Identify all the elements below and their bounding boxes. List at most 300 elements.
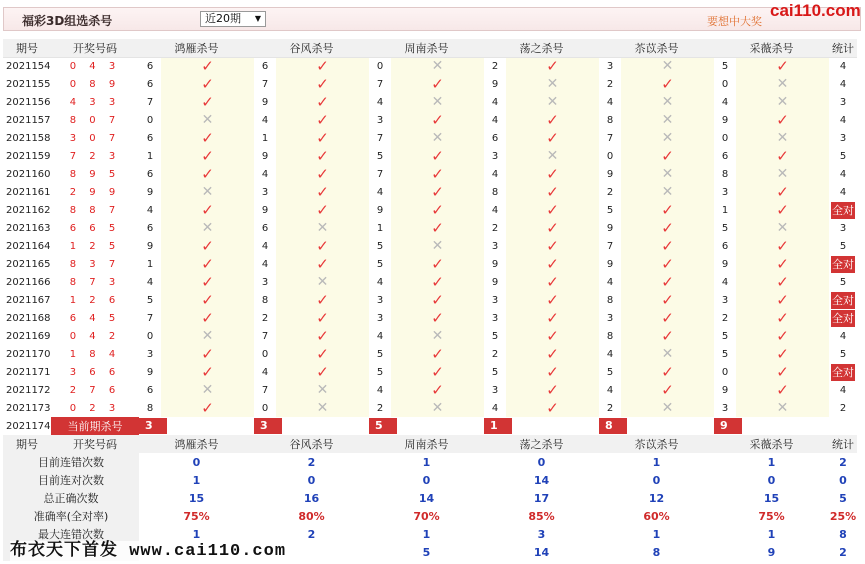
- draw-numbers: 8 0 7: [69, 114, 121, 126]
- kill-digit: 3: [491, 240, 499, 252]
- check-icon: ✓: [431, 201, 444, 219]
- row-period: 2021161: [6, 186, 51, 198]
- row-numbers: [51, 93, 139, 111]
- kill-digit: 3: [491, 294, 499, 306]
- result-cell: [621, 219, 714, 237]
- check-icon: ✓: [201, 291, 214, 309]
- check-icon: ✓: [431, 363, 444, 381]
- watermark-bottom: 布衣天下首发 www.cai110.com: [10, 542, 287, 561]
- check-icon: ✓: [316, 291, 329, 309]
- result-cell: [736, 273, 829, 291]
- row-numbers: [51, 111, 139, 129]
- check-icon: ✓: [316, 345, 329, 363]
- result-cell: [161, 183, 254, 201]
- result-cell: [161, 255, 254, 273]
- kill-digit: 1: [146, 258, 154, 270]
- draw-numbers: 0 8 9: [69, 78, 121, 90]
- row-total-value: 3: [839, 222, 847, 234]
- stats-row: [3, 471, 857, 489]
- col-method-4: 荡之杀号: [484, 39, 599, 57]
- check-icon: ✓: [316, 237, 329, 255]
- stats-total: 2: [839, 545, 847, 559]
- result-cell: [276, 309, 369, 327]
- kill-digit: 4: [376, 276, 384, 288]
- check-icon: ✓: [431, 291, 444, 309]
- result-cell: [736, 381, 829, 399]
- top-bar: [0, 0, 865, 36]
- check-icon: ✓: [431, 273, 444, 291]
- check-icon: ✓: [546, 399, 559, 417]
- kill-digit: 4: [606, 348, 614, 360]
- kill-digit: 5: [146, 294, 154, 306]
- cross-icon: ✕: [431, 94, 444, 110]
- row-total: [829, 147, 857, 165]
- check-icon: ✓: [776, 309, 789, 327]
- kill-digit: 9: [261, 96, 269, 108]
- result-cell: [276, 75, 369, 93]
- kill-digit: 2: [261, 312, 269, 324]
- stats-label: 最大连错次数: [3, 525, 139, 543]
- cross-icon: ✕: [776, 220, 789, 236]
- stats-value: 5: [422, 545, 431, 559]
- kill-digit: 5: [606, 204, 614, 216]
- kill-digit: 4: [491, 96, 499, 108]
- kill-digit: 7: [606, 240, 614, 252]
- stats-total: 2: [839, 455, 847, 469]
- kill-digit: 6: [146, 168, 154, 180]
- table-row: [3, 183, 857, 201]
- draw-numbers: 2 7 6: [69, 384, 121, 396]
- cross-icon: ✕: [316, 274, 329, 290]
- kill-digit: 6: [146, 222, 154, 234]
- cross-icon: ✕: [546, 94, 559, 110]
- check-icon: ✓: [201, 237, 214, 255]
- kill-digit: 7: [146, 96, 154, 108]
- current-period: 2021174: [6, 420, 51, 432]
- kill-digit: 4: [606, 276, 614, 288]
- cross-icon: ✕: [776, 400, 789, 416]
- draw-numbers: 8 7 3: [69, 276, 121, 288]
- result-cell: [391, 363, 484, 381]
- result-cell: [276, 57, 369, 75]
- check-icon: ✓: [776, 363, 789, 381]
- stats-total: 5: [839, 491, 847, 505]
- row-total: [829, 363, 857, 381]
- stats-value: 1: [422, 527, 431, 541]
- kill-digit: 5: [376, 366, 384, 378]
- row-total: [829, 111, 857, 129]
- result-cell: [276, 219, 369, 237]
- check-icon: ✓: [661, 219, 674, 237]
- kill-digit: 0: [146, 114, 154, 126]
- check-icon: ✓: [431, 219, 444, 237]
- result-cell: [621, 399, 714, 417]
- all-correct-badge: 全对: [832, 365, 854, 379]
- result-cell: [621, 381, 714, 399]
- col-numbers: 开奖号码: [51, 39, 139, 57]
- kill-digit: 5: [721, 330, 729, 342]
- result-cell: [736, 75, 829, 93]
- result-cell: [736, 399, 829, 417]
- stats-row: [3, 507, 857, 525]
- kill-digit: 0: [376, 60, 384, 72]
- check-icon: ✓: [201, 399, 214, 417]
- kill-digit: 9: [491, 276, 499, 288]
- kill-digit: 0: [721, 366, 729, 378]
- row-total-value: 5: [839, 150, 847, 162]
- kill-digit: 3: [376, 294, 384, 306]
- stats-value: 70%: [413, 509, 440, 523]
- kill-digit: 8: [146, 402, 154, 414]
- result-cell: [276, 327, 369, 345]
- result-cell: [161, 345, 254, 363]
- title-bar: [3, 7, 861, 31]
- stats-value: 1: [192, 527, 201, 541]
- check-icon: ✓: [431, 183, 444, 201]
- kill-digit: 8: [491, 186, 499, 198]
- result-cell: [621, 255, 714, 273]
- kill-digit: 1: [376, 222, 384, 234]
- row-period: 2021166: [6, 276, 51, 288]
- result-cell: [161, 273, 254, 291]
- cross-icon: ✕: [431, 238, 444, 254]
- table-row: [3, 381, 857, 399]
- row-period: 2021171: [6, 366, 51, 378]
- check-icon: ✓: [776, 327, 789, 345]
- row-numbers: [51, 129, 139, 147]
- check-icon: ✓: [776, 345, 789, 363]
- kill-number-table: [3, 39, 857, 561]
- table-row: [3, 327, 857, 345]
- stats-value: 16: [303, 491, 320, 505]
- check-icon: ✓: [201, 129, 214, 147]
- result-cell: [391, 93, 484, 111]
- kill-digit: 0: [261, 348, 269, 360]
- check-icon: ✓: [661, 363, 674, 381]
- kill-digit: 5: [606, 366, 614, 378]
- row-numbers: [51, 147, 139, 165]
- check-icon: ✓: [546, 219, 559, 237]
- result-cell: [391, 273, 484, 291]
- kill-digit: 0: [606, 150, 614, 162]
- check-icon: ✓: [546, 183, 559, 201]
- kill-digit: 1: [146, 150, 154, 162]
- stats-value: 15: [188, 491, 205, 505]
- kill-digit: 7: [261, 78, 269, 90]
- result-cell: [621, 201, 714, 219]
- check-icon: ✓: [316, 75, 329, 93]
- kill-digit: 2: [606, 78, 614, 90]
- period-select-value: 近20期: [205, 12, 241, 25]
- stats-col-method-5: 苶苡杀号: [599, 435, 714, 453]
- kill-digit: 7: [261, 384, 269, 396]
- col-method-5: 苶苡杀号: [599, 39, 714, 57]
- kill-digit: 5: [376, 240, 384, 252]
- result-cell: [391, 399, 484, 417]
- row-numbers: [51, 183, 139, 201]
- row-period: 2021164: [6, 240, 51, 252]
- check-icon: ✓: [661, 201, 674, 219]
- all-correct-badge: 全对: [832, 293, 854, 307]
- row-period: 2021165: [6, 258, 51, 270]
- result-cell: [276, 201, 369, 219]
- check-icon: ✓: [546, 129, 559, 147]
- chevron-down-icon: ▼: [254, 14, 261, 23]
- check-icon: ✓: [316, 363, 329, 381]
- row-period: 2021155: [6, 78, 51, 90]
- result-cell: [391, 165, 484, 183]
- result-cell: [391, 183, 484, 201]
- stats-value: 17: [533, 491, 550, 505]
- draw-numbers: 6 4 5: [69, 312, 121, 324]
- result-cell: [391, 201, 484, 219]
- current-kill-5: 8: [599, 418, 627, 434]
- row-period: 2021162: [6, 204, 51, 216]
- result-cell: [621, 93, 714, 111]
- check-icon: ✓: [431, 255, 444, 273]
- kill-digit: 4: [491, 402, 499, 414]
- result-cell: [736, 363, 829, 381]
- row-total: [829, 381, 857, 399]
- result-cell: [276, 345, 369, 363]
- stats-label: 准确率(全对率): [3, 507, 139, 525]
- result-cell: [161, 93, 254, 111]
- result-cell: [506, 93, 599, 111]
- kill-digit: 9: [721, 114, 729, 126]
- check-icon: ✓: [201, 57, 214, 75]
- stats-value: 2: [307, 527, 316, 541]
- table-row: [3, 309, 857, 327]
- stats-value: 1: [192, 473, 201, 487]
- result-cell: [276, 363, 369, 381]
- result-cell: [621, 291, 714, 309]
- check-icon: ✓: [201, 75, 214, 93]
- cross-icon: ✕: [776, 76, 789, 92]
- result-cell: [506, 291, 599, 309]
- check-icon: ✓: [316, 165, 329, 183]
- row-numbers: [51, 255, 139, 273]
- result-cell: [621, 57, 714, 75]
- result-cell: [391, 111, 484, 129]
- row-numbers: [51, 399, 139, 417]
- table-row: [3, 57, 857, 75]
- row-total-value: 2: [839, 402, 847, 414]
- stats-col-method-3: 周南杀号: [369, 435, 484, 453]
- draw-numbers: 8 9 5: [69, 168, 121, 180]
- row-total-value: 4: [839, 384, 847, 396]
- stats-value: 9: [767, 545, 776, 559]
- row-numbers: [51, 237, 139, 255]
- check-icon: ✓: [431, 111, 444, 129]
- row-numbers: [51, 345, 139, 363]
- stats-value: 1: [652, 455, 661, 469]
- stats-col-method-4: 荡之杀号: [484, 435, 599, 453]
- cross-icon: ✕: [661, 94, 674, 110]
- promo-link[interactable]: 要想中大奖: [707, 15, 762, 28]
- cross-icon: ✕: [661, 346, 674, 362]
- current-kill-4: 1: [484, 418, 512, 434]
- result-cell: [621, 165, 714, 183]
- result-cell: [506, 309, 599, 327]
- table-row: [3, 237, 857, 255]
- result-cell: [161, 111, 254, 129]
- result-cell: [391, 327, 484, 345]
- check-icon: ✓: [776, 381, 789, 399]
- all-correct-badge: 全对: [832, 311, 854, 325]
- row-total-value: 4: [839, 114, 847, 126]
- stats-value: 2: [307, 455, 316, 469]
- check-icon: ✓: [316, 309, 329, 327]
- result-cell: [506, 201, 599, 219]
- row-total: [829, 75, 857, 93]
- check-icon: ✓: [546, 273, 559, 291]
- row-period: 2021172: [6, 384, 51, 396]
- kill-digit: 4: [721, 96, 729, 108]
- cross-icon: ✕: [546, 76, 559, 92]
- result-cell: [736, 147, 829, 165]
- check-icon: ✓: [201, 255, 214, 273]
- table-row: [3, 291, 857, 309]
- period-select[interactable]: [200, 11, 266, 27]
- kill-digit: 3: [491, 150, 499, 162]
- row-total: [829, 309, 857, 327]
- kill-digit: 9: [261, 204, 269, 216]
- kill-digit: 4: [721, 276, 729, 288]
- stats-value: 75%: [183, 509, 210, 523]
- result-cell: [621, 183, 714, 201]
- kill-digit: 4: [376, 330, 384, 342]
- result-cell: [736, 345, 829, 363]
- result-cell: [391, 381, 484, 399]
- check-icon: ✓: [316, 255, 329, 273]
- check-icon: ✓: [201, 345, 214, 363]
- kill-digit: 2: [606, 402, 614, 414]
- check-icon: ✓: [316, 183, 329, 201]
- kill-digit: 0: [721, 132, 729, 144]
- row-numbers: [51, 363, 139, 381]
- result-cell: [161, 129, 254, 147]
- stats-value: 0: [767, 473, 776, 487]
- result-cell: [621, 309, 714, 327]
- table-row: [3, 165, 857, 183]
- result-cell: [276, 93, 369, 111]
- check-icon: ✓: [661, 237, 674, 255]
- kill-digit: 8: [261, 294, 269, 306]
- kill-digit: 3: [491, 312, 499, 324]
- kill-digit: 7: [376, 168, 384, 180]
- row-total-value: 4: [839, 60, 847, 72]
- check-icon: ✓: [316, 93, 329, 111]
- kill-digit: 6: [491, 132, 499, 144]
- result-cell: [506, 165, 599, 183]
- result-cell: [391, 219, 484, 237]
- result-cell: [736, 201, 829, 219]
- result-cell: [736, 129, 829, 147]
- result-cell: [276, 129, 369, 147]
- table-row: [3, 111, 857, 129]
- check-icon: ✓: [776, 273, 789, 291]
- result-cell: [161, 291, 254, 309]
- stats-col-method-6: 采薇杀号: [714, 435, 829, 453]
- result-cell: [506, 237, 599, 255]
- row-numbers: [51, 327, 139, 345]
- kill-digit: 6: [261, 222, 269, 234]
- kill-digit: 4: [491, 168, 499, 180]
- kill-digit: 3: [376, 312, 384, 324]
- result-cell: [506, 183, 599, 201]
- draw-numbers: 8 3 7: [69, 258, 121, 270]
- check-icon: ✓: [316, 129, 329, 147]
- row-total: [829, 345, 857, 363]
- result-cell: [506, 273, 599, 291]
- result-cell: [161, 399, 254, 417]
- result-cell: [621, 363, 714, 381]
- check-icon: ✓: [546, 201, 559, 219]
- stats-label: 目前连错次数: [3, 453, 139, 471]
- row-period: 2021158: [6, 132, 51, 144]
- kill-digit: 3: [146, 348, 154, 360]
- row-total-value: 3: [839, 96, 847, 108]
- stats-value: 8: [652, 545, 661, 559]
- draw-numbers: 2 9 9: [69, 186, 121, 198]
- result-cell: [506, 327, 599, 345]
- kill-digit: 4: [376, 96, 384, 108]
- row-total-value: 4: [839, 330, 847, 342]
- kill-digit: 0: [721, 78, 729, 90]
- draw-numbers: 1 2 6: [69, 294, 121, 306]
- col-total: 统计: [829, 39, 857, 57]
- cross-icon: ✕: [776, 166, 789, 182]
- result-cell: [621, 237, 714, 255]
- draw-numbers: 6 6 5: [69, 222, 121, 234]
- kill-digit: 4: [261, 240, 269, 252]
- check-icon: ✓: [431, 381, 444, 399]
- check-icon: ✓: [776, 57, 789, 75]
- stats-value: 1: [422, 455, 431, 469]
- row-numbers: [51, 291, 139, 309]
- kill-digit: 3: [606, 312, 614, 324]
- row-numbers: [51, 381, 139, 399]
- stats-col-period: 期号: [3, 435, 51, 453]
- stats-value: 0: [192, 455, 201, 469]
- cross-icon: ✕: [661, 112, 674, 128]
- draw-numbers: 3 6 6: [69, 366, 121, 378]
- row-period: 2021154: [6, 60, 51, 72]
- kill-digit: 0: [146, 330, 154, 342]
- table-row: [3, 219, 857, 237]
- result-cell: [506, 147, 599, 165]
- check-icon: ✓: [661, 75, 674, 93]
- result-cell: [391, 345, 484, 363]
- table-row: [3, 399, 857, 417]
- kill-digit: 0: [261, 402, 269, 414]
- stats-value: 75%: [758, 509, 785, 523]
- current-label: 当前期杀号: [51, 417, 139, 435]
- result-cell: [276, 399, 369, 417]
- row-period: 2021169: [6, 330, 51, 342]
- stats-value: 3: [537, 527, 546, 541]
- result-cell: [736, 219, 829, 237]
- kill-digit: 9: [146, 186, 154, 198]
- result-cell: [161, 165, 254, 183]
- check-icon: ✓: [201, 165, 214, 183]
- row-numbers: [51, 309, 139, 327]
- row-numbers: [51, 57, 139, 75]
- cross-icon: ✕: [431, 328, 444, 344]
- check-icon: ✓: [661, 147, 674, 165]
- col-method-1: 鸿雁杀号: [139, 39, 254, 57]
- check-icon: ✓: [546, 363, 559, 381]
